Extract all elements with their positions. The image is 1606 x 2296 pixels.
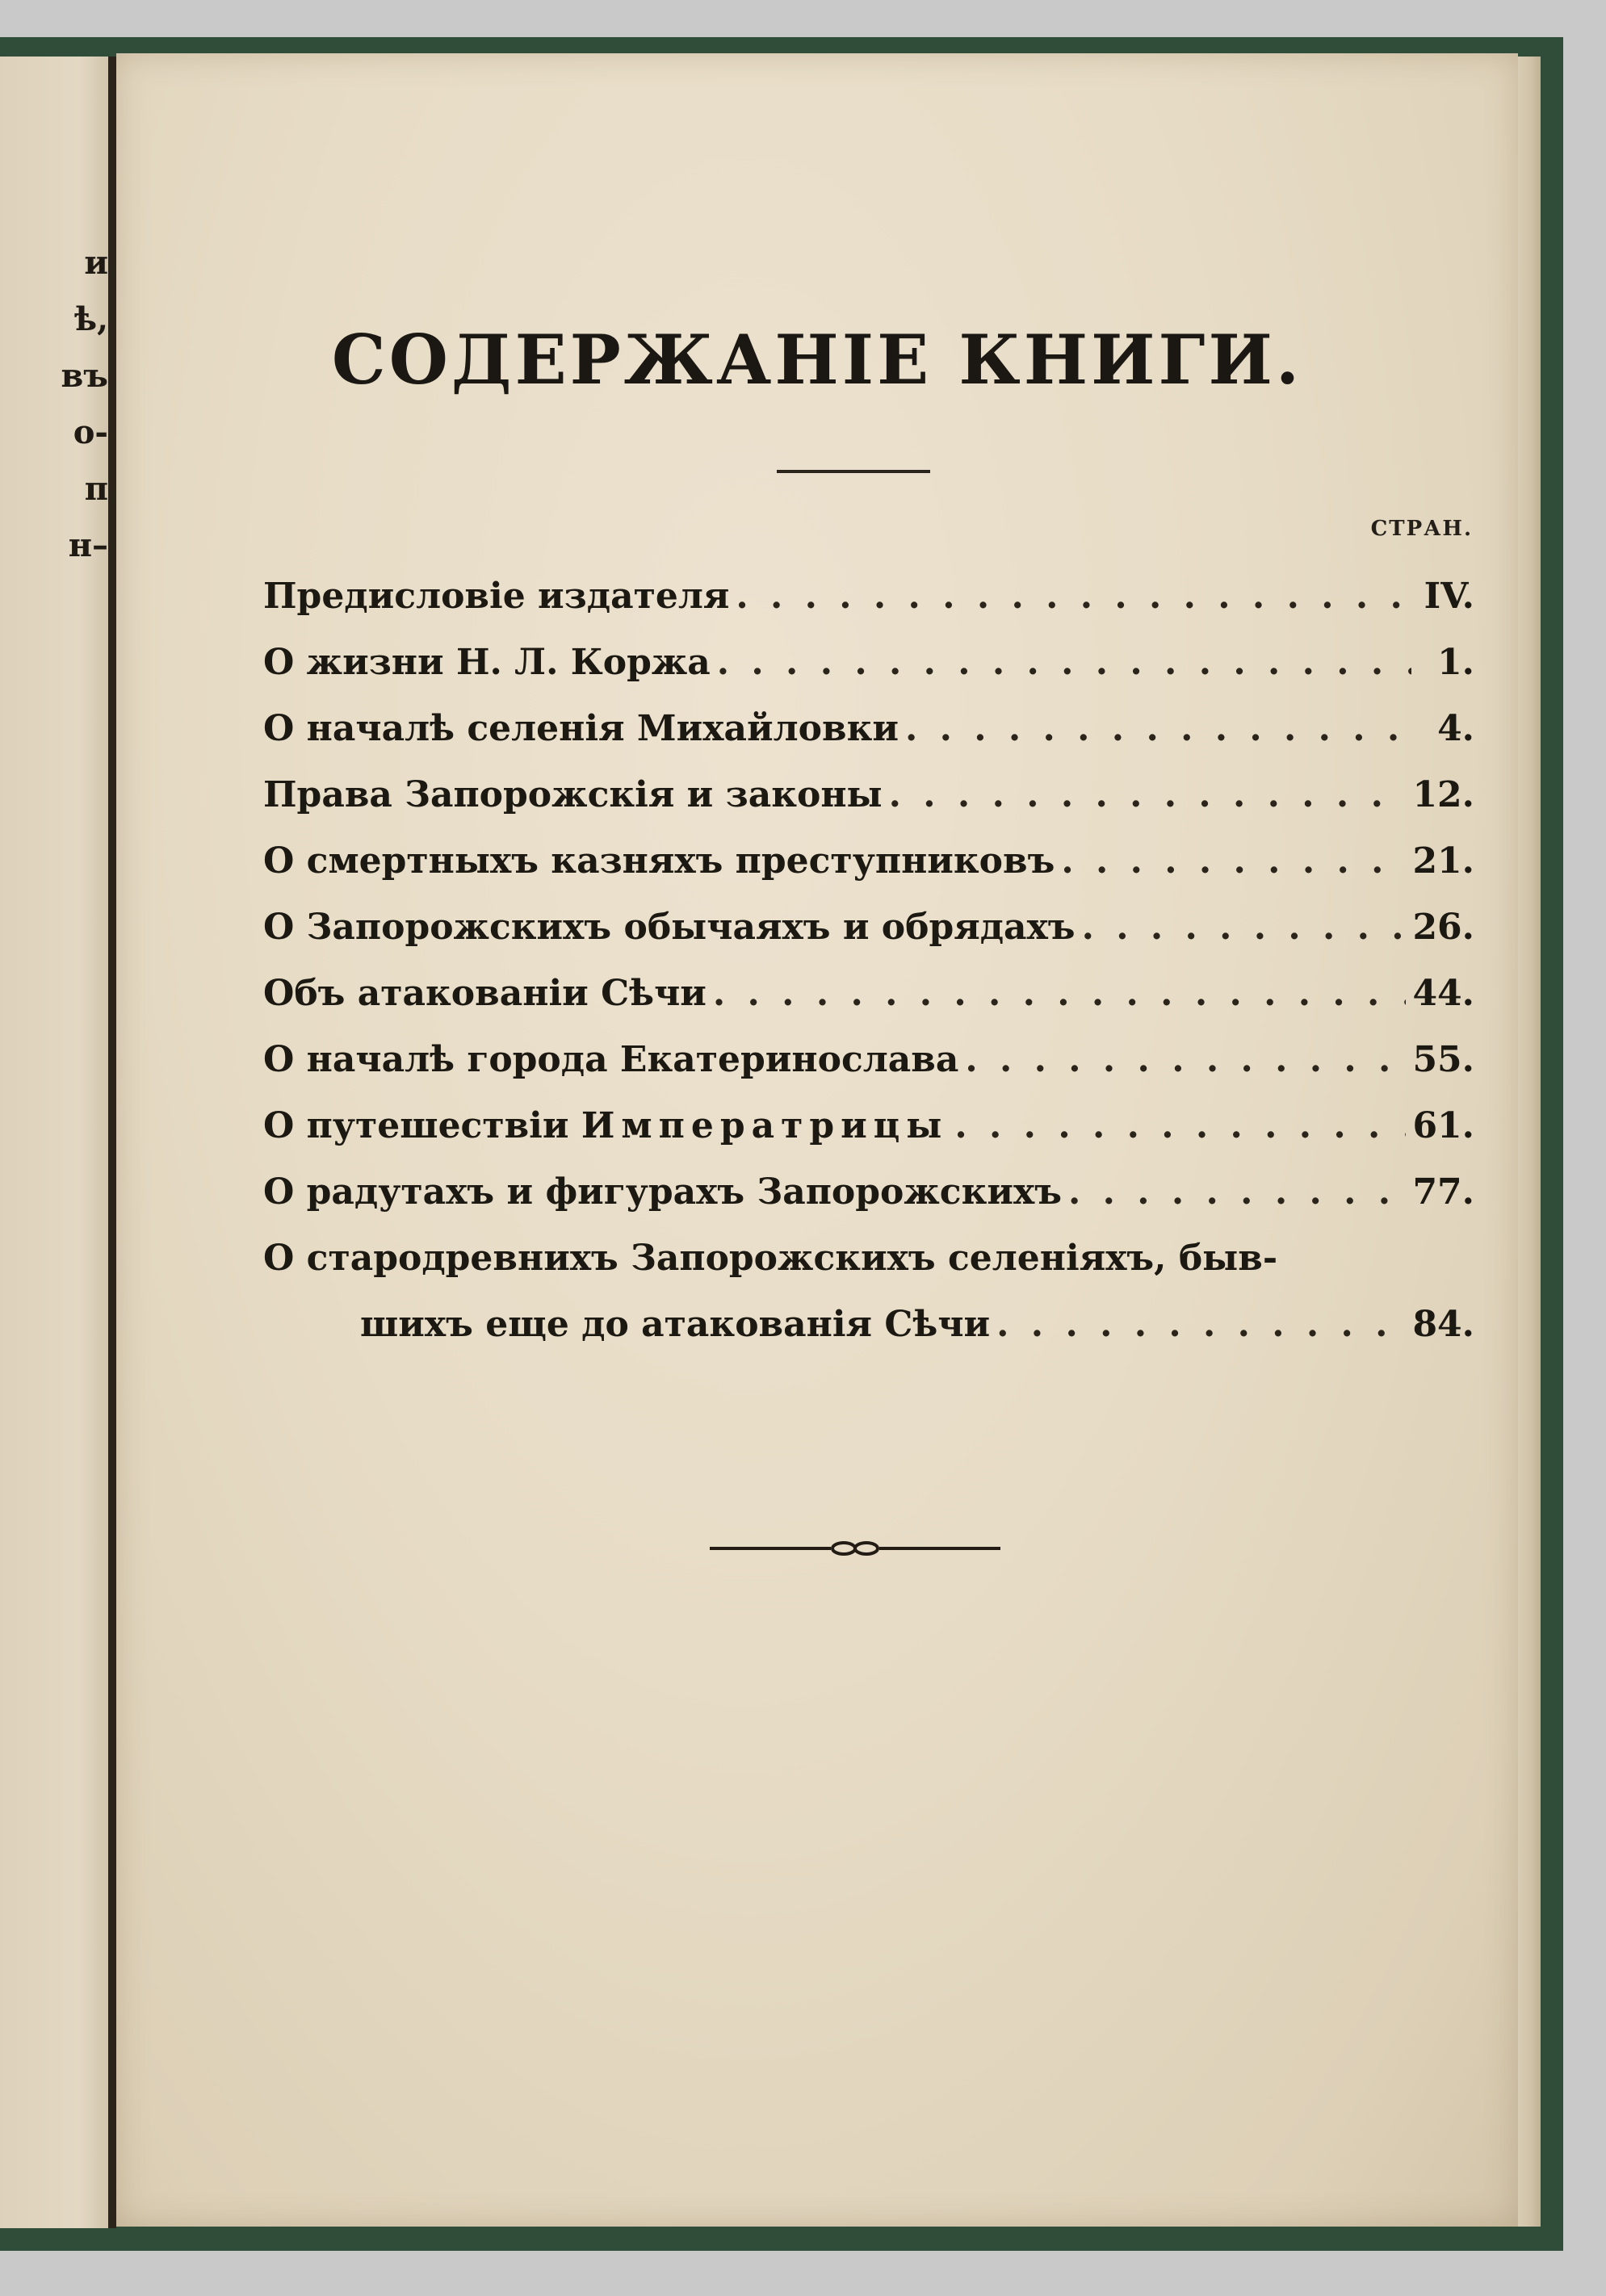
contents-page [116, 53, 1518, 2227]
toc-entry-title-spaced: Императрицы [581, 1105, 949, 1146]
toc-entry-page: 12. [1412, 774, 1474, 815]
toc-entry-title: О стародревнихъ Запорожскихъ селеніяхъ, быв- [263, 1238, 1278, 1279]
toc-entry-page: IV. [1424, 576, 1474, 617]
toc-entry-continuation [263, 1292, 1474, 1358]
ornament-divider [710, 1537, 1000, 1560]
toc-entry-title: О радутахъ и фигурахъ Запорожскихъ [263, 1171, 1062, 1213]
toc-entry [263, 762, 1474, 828]
toc-entry-page: 44. [1412, 973, 1474, 1014]
toc-entry-title-part: О путешествіи [263, 1105, 581, 1146]
toc-entry-title [263, 1093, 948, 1159]
toc-entry-title: Права Запорожскія и законы [263, 774, 883, 815]
toc-entry [263, 895, 1474, 961]
left-page-fragment: ѣ, [73, 300, 108, 338]
toc-entry-page: 61. [1412, 1105, 1474, 1146]
toc-entry-page: 55. [1412, 1039, 1474, 1080]
left-page-fragment: п [84, 470, 108, 508]
toc-entry-title: Предисловіе издателя [263, 576, 730, 617]
toc-entry [263, 961, 1474, 1027]
book-gutter [108, 57, 116, 2228]
leader-dots [713, 961, 1407, 1027]
title-rule [777, 470, 930, 473]
toc-entry [263, 696, 1474, 762]
leader-dots [1068, 1159, 1406, 1226]
toc-entry-title: О смертныхъ казняхъ преступниковъ [263, 840, 1055, 882]
left-page-fragment: и [84, 244, 108, 282]
toc-entry [263, 630, 1474, 696]
leader-dots [954, 1093, 1406, 1159]
toc-entry-title: Объ атакованіи Сѣчи [263, 973, 707, 1014]
toc-entry [263, 828, 1474, 895]
toc-entry-page: 26. [1412, 907, 1474, 948]
leader-dots [889, 762, 1407, 828]
toc-entry-page: 84. [1412, 1304, 1474, 1345]
page-column-header: СТРАН. [1370, 517, 1473, 541]
toc-entry [263, 1159, 1474, 1226]
toc-entry-title: О началѣ селенія Михайловки [263, 708, 899, 749]
left-page-fragment: о- [73, 413, 108, 451]
toc-entry-page: 77. [1412, 1171, 1474, 1213]
page-edge [1518, 57, 1541, 2227]
leader-dots [965, 1027, 1406, 1093]
toc-entry-title: О жизни Н. Л. Коржа [263, 642, 711, 683]
leader-dots [736, 564, 1411, 630]
toc-entry [263, 1226, 1474, 1292]
page-title: СОДЕРЖАНІЕ КНИГИ. [331, 320, 1303, 400]
left-page-fragment: въ [61, 357, 108, 395]
facing-page-left [0, 57, 113, 2228]
leader-dots [905, 696, 1411, 762]
toc-entry [263, 564, 1474, 630]
leader-dots [1082, 895, 1407, 961]
leader-dots [717, 630, 1411, 696]
leader-dots [996, 1292, 1406, 1358]
toc-entry-page: 4. [1437, 708, 1474, 749]
left-page-fragment: н– [68, 526, 108, 564]
toc-entry-title: О началѣ города Екатеринослава [263, 1039, 959, 1080]
toc-entry-page: 1. [1437, 642, 1474, 683]
toc-entry-title-cont: шихъ еще до атакованія Сѣчи [360, 1304, 991, 1345]
table-of-contents [263, 564, 1474, 1358]
toc-entry [263, 1093, 1474, 1159]
leader-dots [1061, 828, 1406, 895]
toc-entry [263, 1027, 1474, 1093]
toc-entry-title: О Запорожскихъ обычаяхъ и обрядахъ [263, 907, 1076, 948]
toc-entry-page: 21. [1412, 840, 1474, 882]
